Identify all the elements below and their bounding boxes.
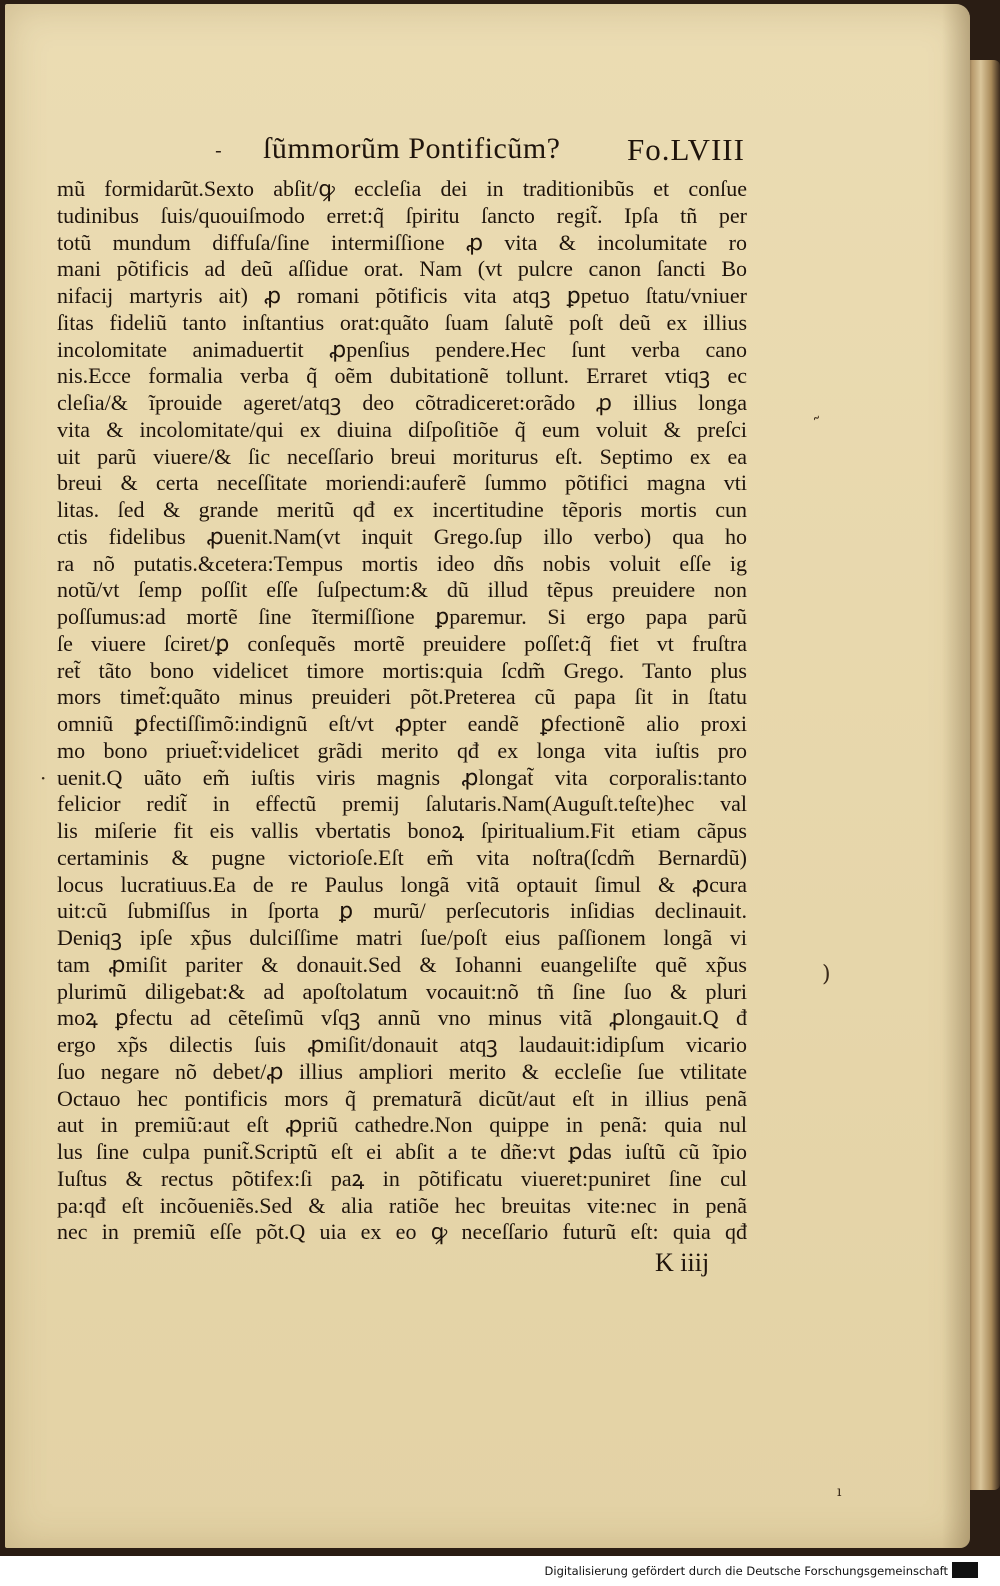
- body-text: [57, 176, 747, 1246]
- text-line: cleſia/& ĩprouide ageret/atqꝫ deo cõtradiceret:orãdo ꝓ illius longa: [57, 390, 747, 415]
- text-line: certaminis & pugne victorioſe.Eſt em̃ vita noſtra(ſcdm̃ Bernardũ): [57, 844, 747, 870]
- text-line: lus ſine culpa punit̃.Scriptũ eſt ei abſit a te dñe:vt ꝑdas iuſtũ cũ ĩpio: [57, 1139, 747, 1164]
- text-line: moꝝ ꝑfectu ad cẽteſimũ vſqꝫ annũ vno minus vitã ꝓlongauit.Q đ: [57, 1005, 747, 1031]
- folio-number: Fo.LVIII: [627, 132, 745, 167]
- text-line: uit parũ viuere/& ſic neceſſario breui moriturus eſt. Septimo ex ea: [57, 443, 747, 469]
- running-head-dash: -: [215, 138, 222, 162]
- text-line: plurimũ diligebat:& ad apoſtolatum vocauit:nõ tñ ſine ſuo & pluri: [57, 978, 747, 1004]
- funding-credit: Digitalisierung gefördert durch die Deutsche Forschungsgemeinschaft: [544, 1564, 948, 1578]
- text-line: breui & certa neceſſitate moriendi:auferẽ ſummo põtifici magna vti: [57, 470, 747, 496]
- text-line: litas. ſed & grande meritũ qđ ex incertitudine tẽporis mortis cun: [57, 497, 747, 522]
- text-line: uit:cũ ſubmiſſus in ſporta ꝑ murũ/ perſecutoris inſidias declinauit.: [57, 898, 747, 924]
- signature-mark: K iiij: [655, 1248, 710, 1277]
- text-line: Iuſtus & rectus põtifex:ſi paꝝ in põtificatu viueret:puniret ſine cul: [57, 1165, 747, 1191]
- text-line: vita & incolomitate/qui ex diuina diſpoſitiõe q̃ eum voluit & preſci: [57, 416, 747, 442]
- text-line: locus lucratiuus.Ea de re Paulus longã vitã optauit ſimul & ꝓcura: [57, 871, 747, 897]
- text-line: ctis fidelibus ꝓuenit.Nam(vt inquit Grego.ſup illo verbo) qua ho: [57, 523, 747, 549]
- margin-ink-mark: ˜: [810, 413, 829, 436]
- margin-dot-mark: ·: [40, 766, 47, 790]
- text-line: ergo xp̃s dilectis ſuis ꝓmiſit/donauit atqꝫ laudauit:idipſum vicario: [57, 1032, 747, 1057]
- footer-bar: [0, 1556, 1000, 1586]
- text-line: nifacij martyris ait) ꝓ romani põtificis vita atqꝫ ꝑpetuo ſtatu/vniuer: [57, 283, 747, 308]
- text-line: mo bono priuet̃:videlicet grãdi merito qđ ex longa vita iuſtis pro: [57, 737, 747, 763]
- text-line: tudinibus ſuis/quouiſmodo erret:q̃ ſpiritu ſancto regit̃. Ipſa tñ per: [57, 202, 747, 228]
- book-fore-edge: [965, 60, 1000, 1490]
- text-line: lis miſerie fit eis vallis vbertatis bonoꝝ ſpiritualium.Fit etiam cãpus: [57, 818, 747, 843]
- text-line: incolomitate animaduertit ꝓpenſius pendere.Hec ſunt verba cano: [57, 336, 747, 362]
- text-line: totũ mundum diffuſa/ſine intermiſſione ꝓ vita & incolumitate ro: [57, 229, 747, 255]
- text-line: uenit.Q uãto em̃ iuſtis viris magnis ꝓlongat̃ vita corporalis:tanto: [57, 764, 747, 790]
- text-line: notũ/vt ſemp poſſit eſſe ſuſpectum:& dũ illud tẽpus preuidere non: [57, 577, 747, 603]
- text-line: poſſumus:ad mortẽ ſine ĩtermiſſione ꝑparemur. Si ergo papa parũ: [57, 604, 747, 629]
- text-line: nec in premiũ eſſe põt.Q uia ex eo ꝙ neceſſario futurũ eſt: quia qđ: [57, 1219, 747, 1245]
- text-line: ra nõ putatis.&cetera:Tempus mortis ideo dñs nobis voluit eſſe ig: [57, 550, 747, 576]
- book-page: [5, 4, 970, 1548]
- text-line: nis.Ecce formalia verba q̃ oẽm dubitationẽ tollunt. Erraret vtiqꝫ ec: [57, 363, 747, 389]
- text-line: ret̃ tãto bono videlicet timore mortis:quia ſcdm̃ Grego. Tanto plus: [57, 657, 747, 683]
- text-line: tam ꝓmiſit pariter & donauit.Sed & Iohanni euangeliſte quẽ xp̃us: [57, 951, 747, 977]
- page-edge-shadow: [942, 4, 970, 1548]
- text-line: mors timet̃:quãto minus preuideri põt.Preterea cũ papa ſit in ſtatu: [57, 684, 747, 710]
- text-line: mani põtificis ad deũ aſſidue orat. Nam (vt pulcre canon ſancti Bo: [57, 256, 747, 282]
- dfg-logo: [952, 1562, 978, 1578]
- text-line: felicior redit̃ in effectũ premij ſalutaris.Nam(Auguſt.teſte)hec val: [57, 791, 747, 817]
- text-line: mũ formidarũt.Sexto abſit/ꝙ eccleſia dei in traditionibũs et conſue: [57, 176, 747, 201]
- text-line: omniũ ꝑfectiſſimõ:indignũ eſt/vt ꝓpter eandẽ ꝑfectionẽ alio proxi: [57, 711, 747, 736]
- text-line: aut in premiũ:aut eſt ꝓpriũ cathedre.Non quippe in penã: quia nul: [57, 1112, 747, 1138]
- text-line: Octauo hec pontificis mors q̃ prematurã dicũt/aut eſt in illius penã: [57, 1085, 747, 1111]
- running-head: [5, 132, 970, 172]
- running-head-title: ſũmmorũm Pontificũm?: [263, 132, 561, 165]
- text-line: ſe viuere ſciret/ꝑ conſequẽs mortẽ preuidere poſſet:q̃ fiet vt fruſtra: [57, 630, 747, 656]
- margin-bracket-mark: ): [822, 962, 831, 987]
- text-line: Deniqꝫ ipſe xp̃us dulciſſime matri ſue/poſt eius paſſionem longã vi: [57, 925, 747, 950]
- text-line: pa:qđ eſt incõueniẽs.Sed & alia ratiõe hec breuitas vite:nec in penã: [57, 1192, 747, 1218]
- margin-stroke-mark: ı: [837, 1484, 842, 1500]
- text-line: ſuo negare nõ debet/ꝓ illius ampliori merito & eccleſie ſue vtilitate: [57, 1058, 747, 1084]
- text-line: ſitas fideliũ tanto inſtantius orat:quãto ſuam ſalutẽ poſt deũ ex illius: [57, 309, 747, 335]
